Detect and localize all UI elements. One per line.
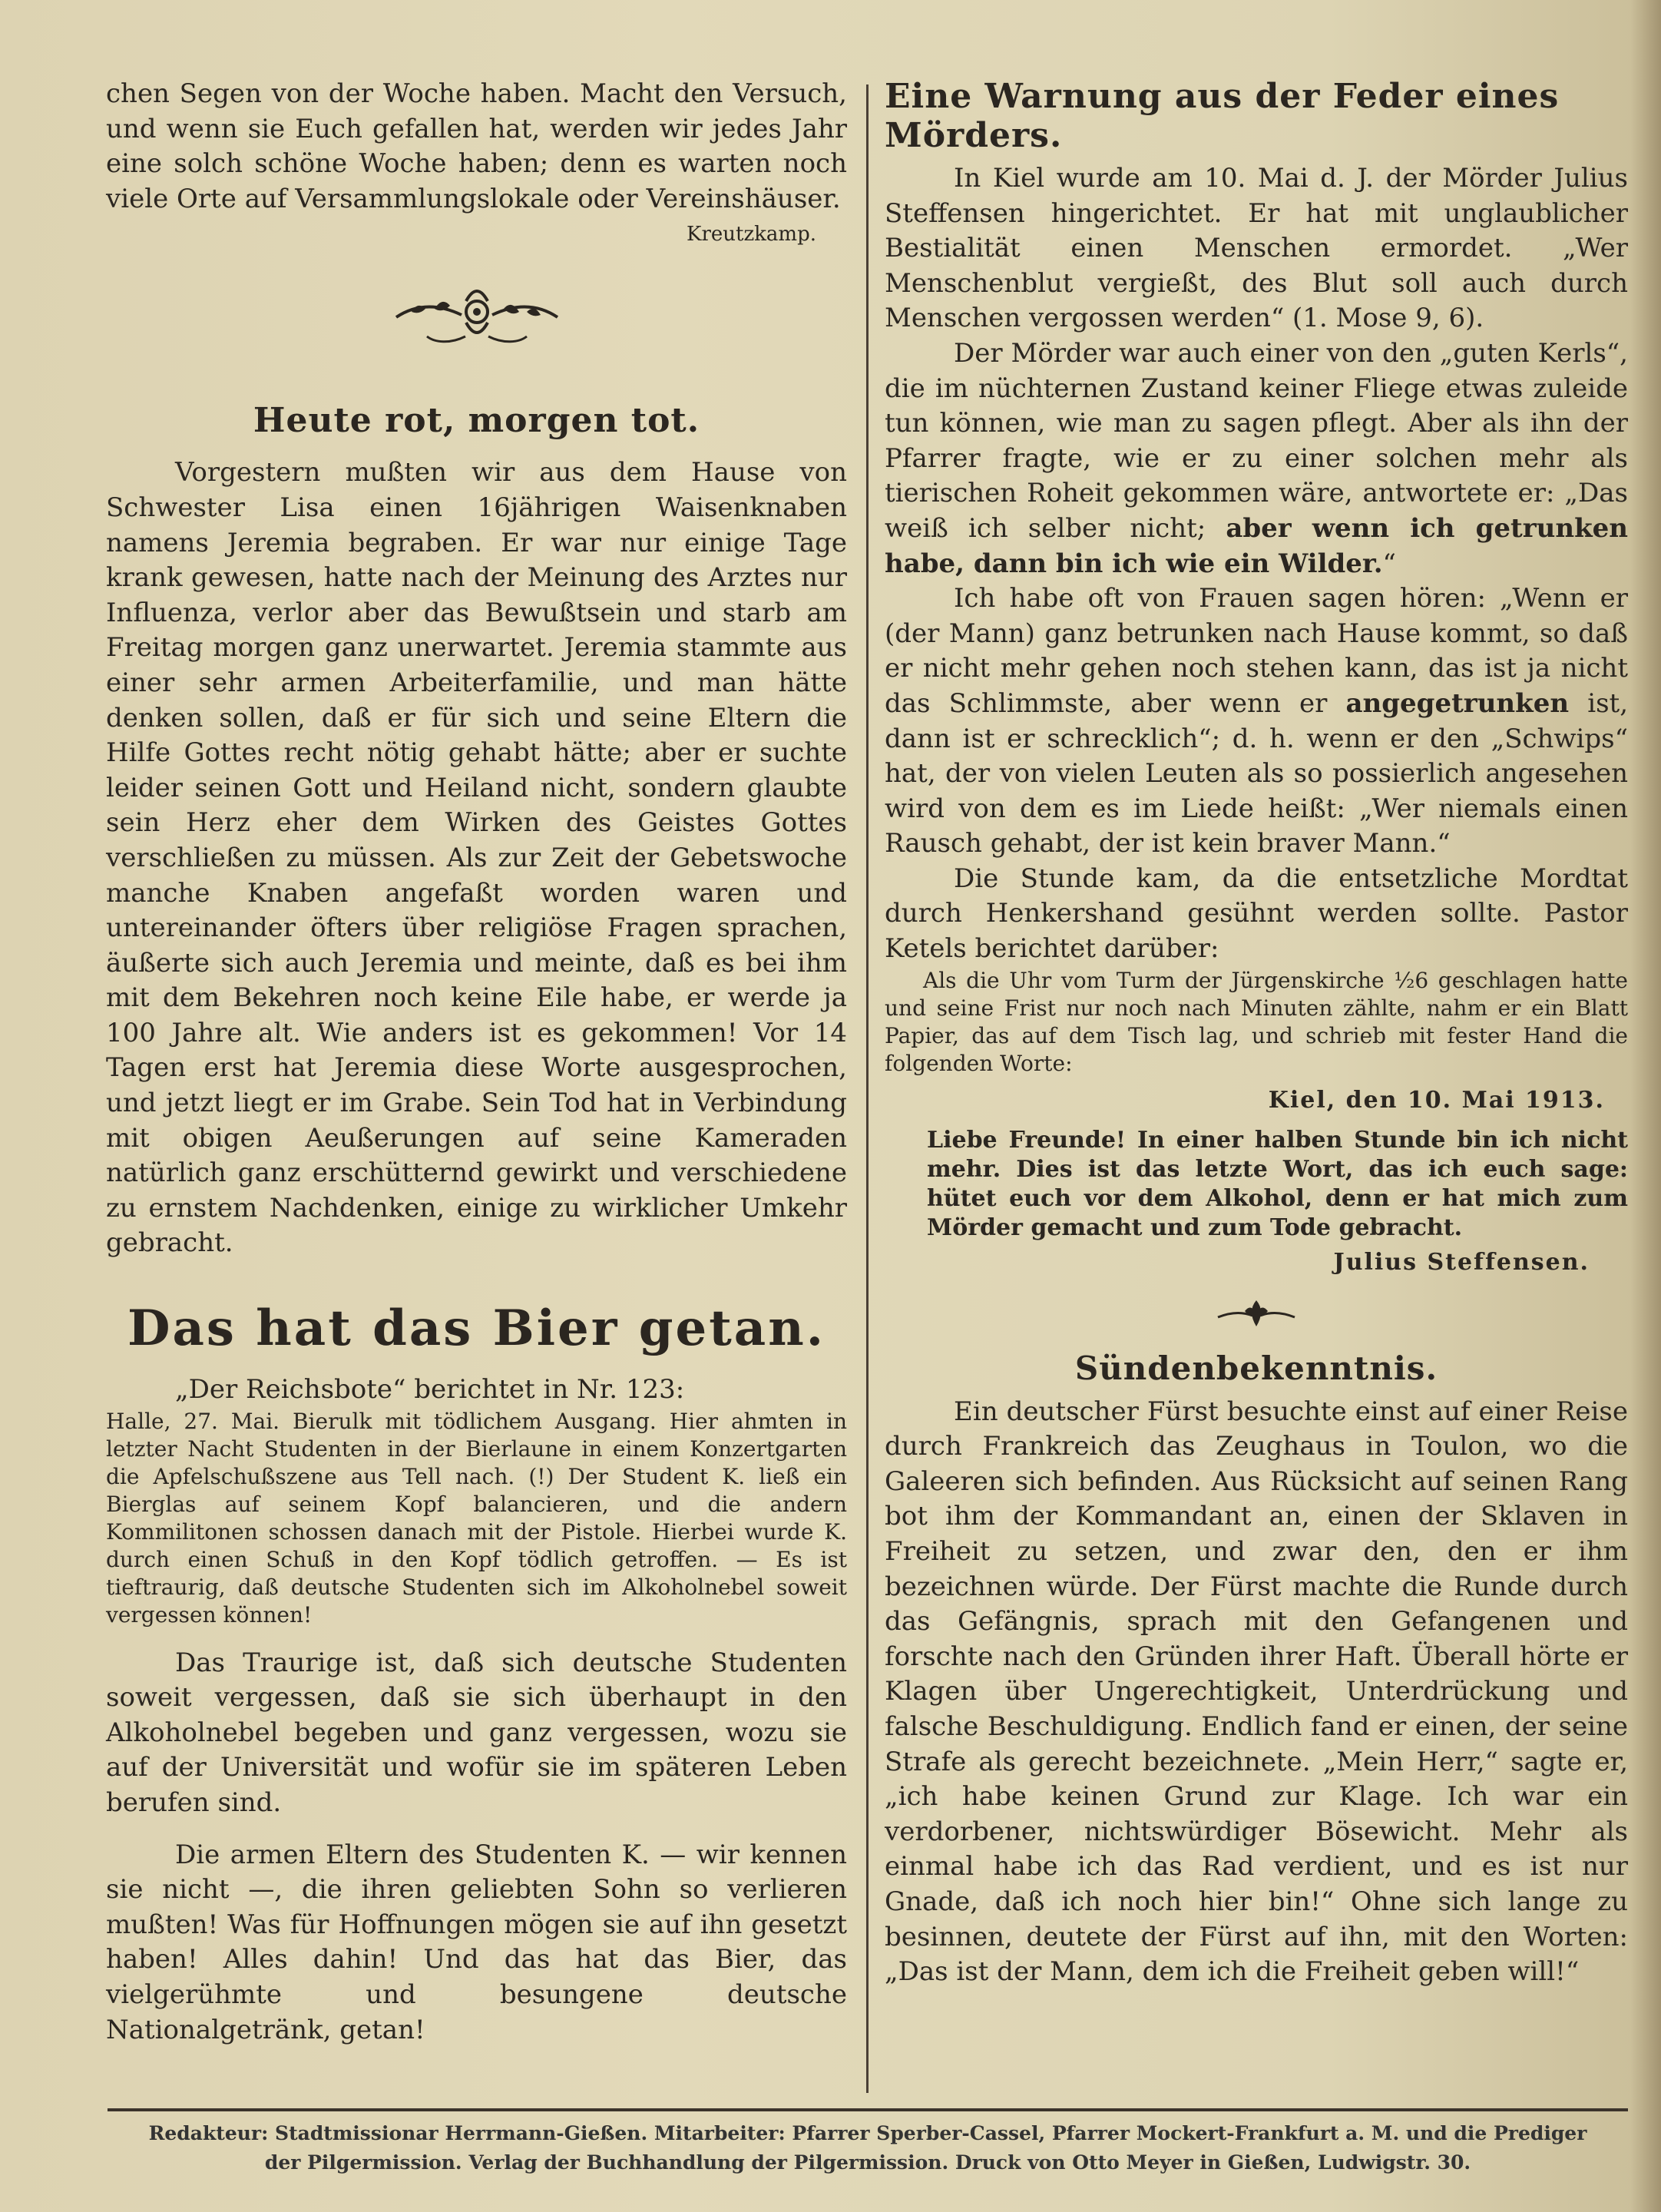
floral-ornament-icon	[106, 275, 847, 355]
article-para2-warnung: Der Mörder war auch einer von den „guten Kerls“, die im nüchternen Zustand keiner Fliege etwas zuleide tun können, wie man zu sagen pflegt. Aber als ihn der Pfarrer fragte, wie er zu einer solchen mehr als tierischen Roheit gekommen wäre, antwortete er: „Das weiß ich selber nicht; aber wenn ich getrunken habe, dann bin ich wie ein Wilder.“	[885, 337, 1628, 579]
page-edge-shadow	[1630, 0, 1661, 2212]
bold-quote: aber wenn ich getrunken habe, dann bin ich wie ein Wilder.	[885, 512, 1628, 579]
article-report-warnung: Als die Uhr vom Turm der Jürgenskirche ½6 geschlagen hatte und seine Frist nur noch nach Minuten zählte, nahm er ein Blatt Papier, das auf dem Tisch lag, und schrieb mit fester Hand die folgenden Worte:	[885, 967, 1628, 1076]
article-quote-bier: Halle, 27. Mai. Bierulk mit tödlichem Ausgang. Hier ahmten in letzter Nacht Studenten in der Bierlaune in einem Konzertgarten die Apfelschußszene aus Tell nach. (!) Der Student K. ließ ein Bierglas auf seinem Kopf balancieren, und die andern Kommilitonen schossen danach mit der Pistole. Hierbei wurde K. durch einen Schuß in den Kopf tödlich getroffen. — Es ist tieftraurig, daß deutsche Studenten sich im Alkoholnebel soweit vergessen können!	[106, 1408, 847, 1628]
right-column	[885, 77, 1628, 1990]
article-title-heute-rot: Heute rot, morgen tot.	[253, 401, 700, 441]
article-body-heute-rot: Vorgestern mußten wir aus dem Hause von Schwester Lisa einen 16jährigen Waisenknaben namens Jeremia begraben. Er war nur einige Tage krank gewesen, hatte nach der Meinung des Arztes nur Influenza, verlor aber das Bewußtsein und starb am Freitag morgen ganz unerwartet. Jeremia stammte aus einer sehr armen Arbeiterfamilie, und man hätte denken sollen, daß er für sich und seine Eltern die Hilfe Gottes recht nötig gehabt hätte; aber er suchte leider seinen Gott und Heiland nicht, sondern glaubte sein Herz eher dem Wirken des Geistes Gottes verschließen zu müssen. Als zur Zeit der Gebetswoche manche Knaben angefaßt worden waren und untereinander öfters über religiöse Fragen sprachen, äußerte sich auch Jeremia und meinte, daß es bei ihm mit dem Bekehren noch keine Eile habe, er werde ja 100 Jahre alt. Wie anders ist es gekommen! Vor 14 Tagen erst hat Jeremia diese Worte ausgesprochen, und jetzt liegt er im Grabe. Sein Tod hat in Verbindung mit obigen Aeußerungen auf seine Kameraden natürlich ganz erschütternd gewirkt und verschiedene zu ernstem Nachdenken, einige zu wirklicher Umkehr gebracht.	[106, 457, 847, 1259]
letter-text: Liebe Freunde! In einer halben Stunde bin ich nicht mehr. Dies ist das letzte Wort, das ich euch sage: hütet euch vor dem Alkohol, denn er hat mich zum Mörder gemacht und zum Tode gebracht.	[927, 1126, 1628, 1241]
article-para2-bier: Die armen Eltern des Studenten K. — wir kennen sie nicht —, die ihren geliebten Sohn so verlieren mußten! Was für Hoffnungen mögen sie auf ihn gesetzt haben! Alles dahin! Und das hat das Bier, das vielgerühmte und besungene deutsche Nationalgetränk, getan!	[106, 1839, 847, 2045]
article-body-suendenbekenntnis: Ein deutscher Fürst besuchte einst auf einer Reise durch Frankreich das Zeughaus in Toulon, wo die Galeeren sich befinden. Aus Rücksicht auf seinen Rang bot ihm der Kommandant an, einen der Sklaven in Freiheit zu setzen, und zwar den, den er ihm bezeichnen würde. Der Fürst machte die Runde durch das Gefängnis, sprach mit den Gefangenen und forschte nach den Gründen ihrer Haft. Überall hörte er Klagen über Ungerechtigkeit, Unterdrückung und falsche Beschuldigung. Endlich fand er einen, der seine Strafe als gerecht bezeichnete. „Mein Herr,“ sagte er, „ich habe keinen Grund zur Klage. Ich war ein verdorbener, nichtswürdiger Bösewicht. Mehr als einmal habe ich das Rad verdient, und es ist nur Gnade, daß ich noch hier bin!“ Ohne sich lange zu besinnen, deutete der Fürst auf ihn, mit den Worten: „Das ist der Mann, dem ich die Freiheit geben will!“	[885, 1396, 1628, 1988]
article-title-suendenbekenntnis: Sündenbekenntnis.	[1074, 1349, 1438, 1387]
letter-dateline: Kiel, den 10. Mai 1913.	[1268, 1086, 1605, 1114]
intro-paragraph: chen Segen von der Woche haben. Macht den Versuch, und wenn sie Euch gefallen hat, werden wir jedes Jahr eine solch schöne Woche haben; denn es warten noch viele Orte auf Versammlungslokale oder Vereinshäuser.	[106, 78, 847, 214]
intro-signature: Kreutzkamp.	[687, 223, 816, 247]
article-title-warnung: Eine Warnung aus der Feder eines Mörders.	[885, 77, 1560, 155]
imprint-line-2: der Pilgermission. Verlag der Buchhandlung der Pilgermission. Druck von Otto Meyer in Gießen, Ludwigstr. 30.	[264, 2151, 1471, 2174]
imprint-footer	[108, 2108, 1628, 2177]
letter-signature: Julius Steffensen.	[1333, 1248, 1590, 1276]
article-para3-warnung: Ich habe oft von Frauen sagen hören: „Wenn er (der Mann) ganz betrunken nach Hause kommt, so daß er nicht mehr gehen noch stehen kann, das ist ja nicht das Schlimmste, aber wenn er angegetrunken ist, dann ist er schrecklich“; d. h. wenn er den „Schwips“ hat, der von vielen Leuten als so possierlich angesehen wird von dem es im Liede heißt: „Wer niemals einen Rausch gehabt, der ist kein braver Mann.“	[885, 583, 1629, 859]
article-para1-bier: Das Traurige ist, daß sich deutsche Studenten soweit vergessen, daß sie sich überhaupt in den Alkoholnebel begeben und ganz vergessen, wozu sie auf der Universität und wofür sie im späteren Leben berufen sind.	[106, 1647, 847, 1818]
column-divider	[866, 84, 869, 2093]
article-para4-warnung: Die Stunde kam, da die entsetzliche Mordtat durch Henkershand gesühnt werden sollte. Pastor Ketels berichtet darüber:	[885, 863, 1628, 965]
imprint-line-1: Redakteur: Stadtmissionar Herrmann-Gießen. Mitarbeiter: Pfarrer Sperber-Cassel, Pfarrer Mockert-Frankfurt a. M. und die Prediger	[148, 2122, 1587, 2144]
bold-word: angegetrunken	[1345, 687, 1570, 719]
left-column	[106, 77, 847, 2048]
article-para1-warnung: In Kiel wurde am 10. Mai d. J. der Mörder Julius Steffensen hingerichtet. Er hat mit unglaublicher Bestialität einen Menschen ermordet. „Wer Menschenblut vergießt, des Blut soll auch durch Menschen vergossen werden“ (1. Mose 9, 6).	[885, 163, 1628, 334]
leaf-ornament-icon	[885, 1294, 1628, 1336]
article-intro-bier: „Der Reichsbote“ berichtet in Nr. 123:	[175, 1374, 685, 1406]
article-title-bier: Das hat das Bier getan.	[127, 1300, 826, 1358]
